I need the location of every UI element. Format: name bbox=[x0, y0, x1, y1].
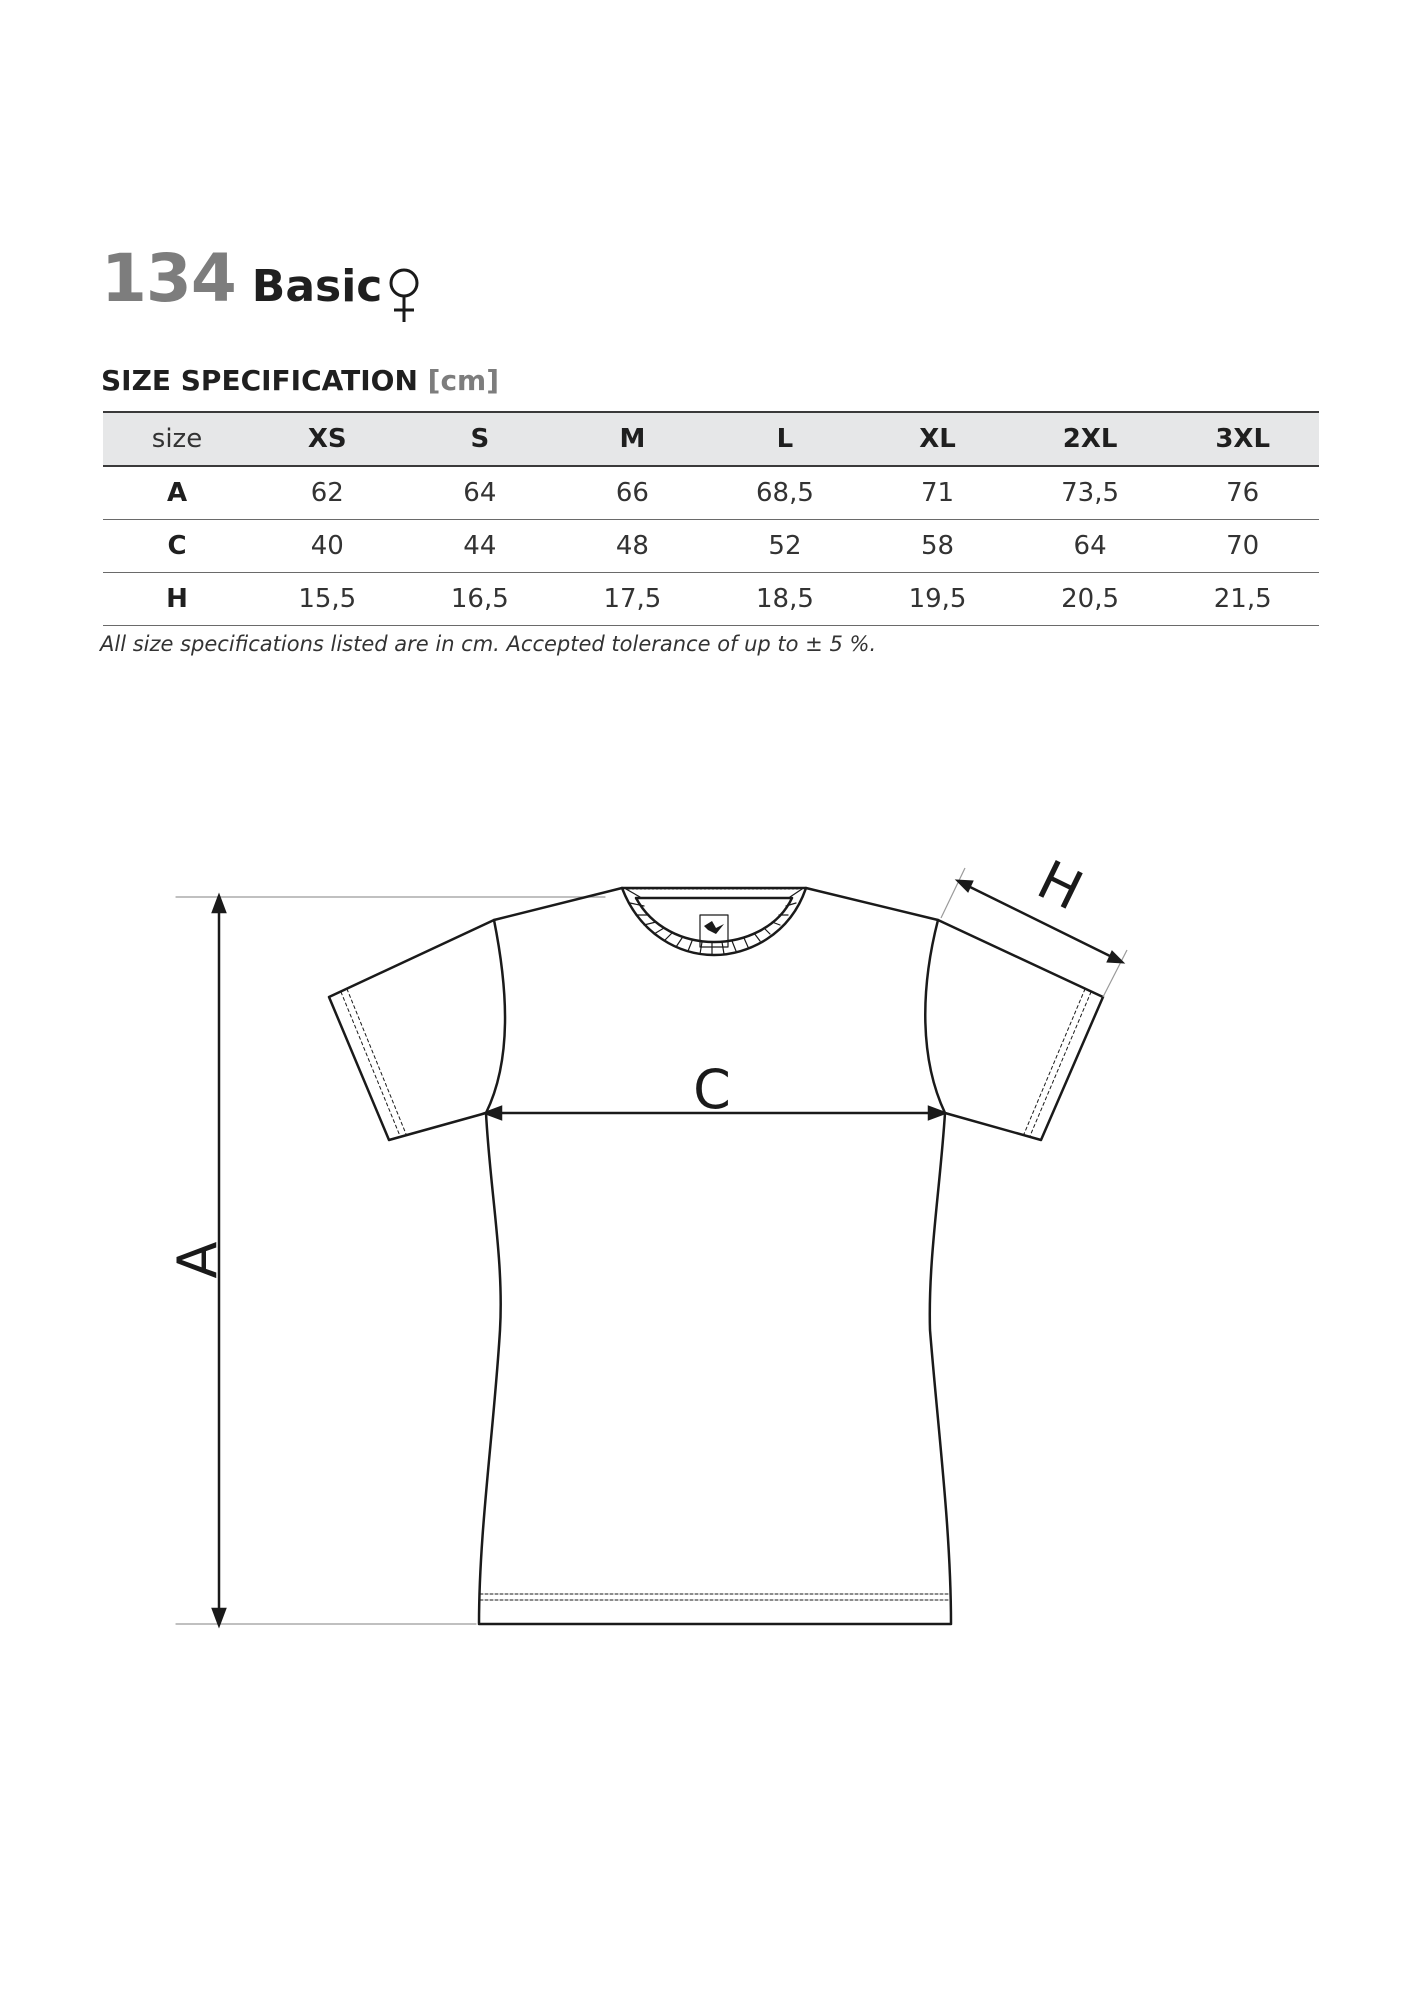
table-cell: 73,5 bbox=[1061, 478, 1120, 508]
right-sleeve-hem-stitch bbox=[1024, 989, 1091, 1136]
table-cell: 19,5 bbox=[908, 584, 967, 614]
table-cell: 15,5 bbox=[298, 584, 357, 614]
row-label: A bbox=[166, 478, 188, 508]
table-cell: 70 bbox=[1226, 531, 1260, 561]
table-cell: 66 bbox=[615, 478, 649, 508]
product-number: 134 bbox=[101, 240, 236, 317]
table-cell: 76 bbox=[1226, 478, 1260, 508]
product-name: Basic bbox=[251, 261, 383, 312]
left-sleeve bbox=[329, 920, 494, 1140]
arrow-down-icon bbox=[213, 1609, 225, 1625]
arrow-up-icon bbox=[213, 896, 225, 912]
size-col-header: L bbox=[776, 424, 794, 454]
tshirt-outline bbox=[479, 888, 951, 1624]
row-label: C bbox=[167, 531, 187, 561]
row-label: H bbox=[166, 584, 188, 614]
collar-inner bbox=[636, 898, 792, 942]
measure-h bbox=[941, 868, 1127, 997]
size-header-label: size bbox=[151, 424, 203, 454]
table-cell: 58 bbox=[920, 531, 955, 561]
right-sleeve bbox=[938, 920, 1103, 1140]
table-cell: 62 bbox=[310, 478, 344, 508]
table-cell: 44 bbox=[463, 531, 497, 561]
spec-unit: [cm] bbox=[427, 364, 500, 397]
table-cell: 40 bbox=[310, 531, 344, 561]
bottom-hem-stitch bbox=[480, 1594, 950, 1600]
size-col-header: 3XL bbox=[1215, 424, 1271, 454]
table-cell: 18,5 bbox=[756, 584, 814, 614]
tolerance-note: All size specifications listed are in cm. Accepted tolerance of up to ± 5 %. bbox=[100, 632, 877, 656]
table-cell: 48 bbox=[615, 531, 649, 561]
table-cell: 17,5 bbox=[603, 584, 662, 614]
size-col-header: XL bbox=[919, 424, 956, 454]
table-cell: 16,5 bbox=[450, 584, 509, 614]
spec-heading-text: SIZE SPECIFICATION bbox=[101, 364, 418, 397]
arrow-downright-icon bbox=[1107, 951, 1124, 963]
brand-logo-icon bbox=[704, 921, 724, 934]
label-c: C bbox=[693, 1058, 731, 1121]
label-a: A bbox=[166, 1241, 229, 1279]
label-h: H bbox=[1028, 848, 1093, 923]
table-cell: 21,5 bbox=[1213, 584, 1272, 614]
size-col-header: S bbox=[470, 424, 490, 454]
left-sleeve-hem-stitch bbox=[341, 989, 406, 1136]
table-cell: 20,5 bbox=[1061, 584, 1120, 614]
size-col-header: XS bbox=[307, 424, 347, 454]
arrow-upleft-icon bbox=[956, 880, 973, 892]
size-col-header: 2XL bbox=[1062, 424, 1118, 454]
table-cell: 68,5 bbox=[756, 478, 814, 508]
table-cell: 64 bbox=[463, 478, 497, 508]
table-cell: 71 bbox=[920, 478, 955, 508]
table-cell: 52 bbox=[768, 531, 802, 561]
size-col-header: M bbox=[619, 424, 646, 454]
table-cell: 64 bbox=[1073, 531, 1107, 561]
